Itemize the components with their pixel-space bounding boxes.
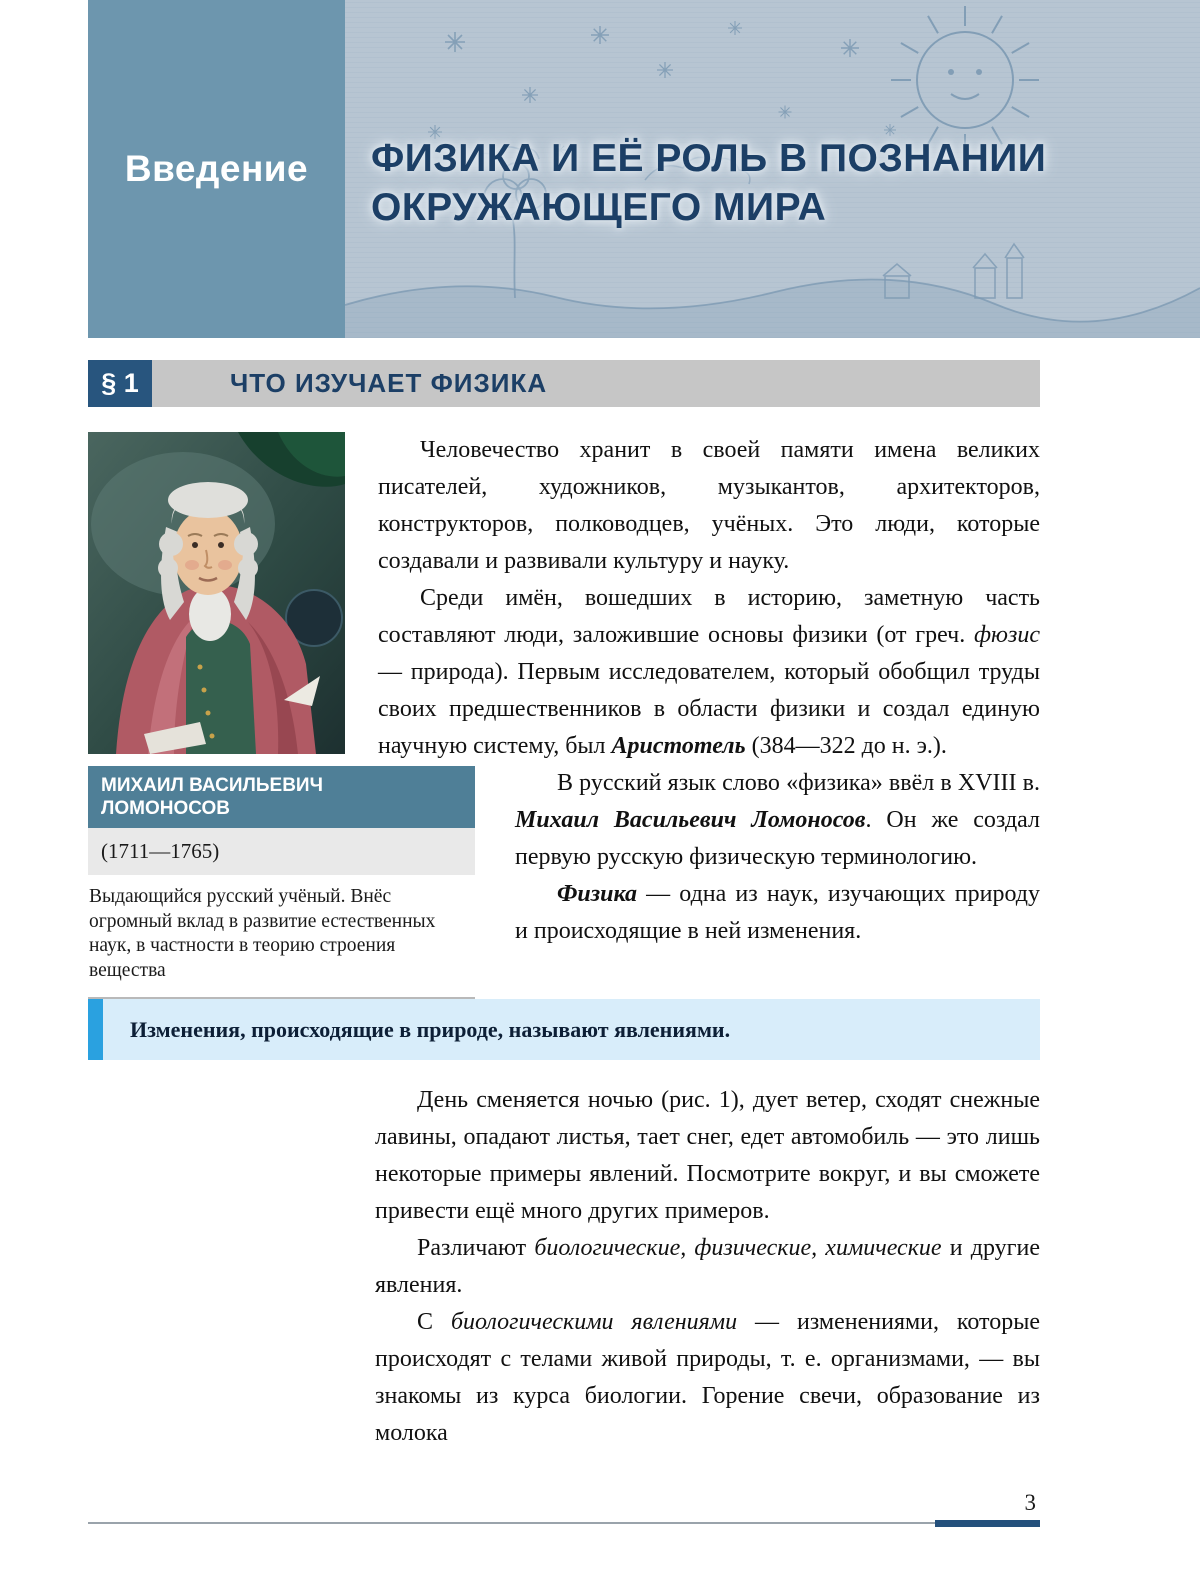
body-paragraph: С биологическими явлениями — изменениями, которые происходят с телами живой природы, т. е. организмами, — вы знакомы из курса биологии. Горение свечи, образование из молока <box>375 1309 1041 1446</box>
section-heading <box>88 360 1040 407</box>
section-title-bar <box>152 360 1040 407</box>
portrait-caption-years: (1711—1765) <box>88 828 475 875</box>
chapter-kicker <box>88 0 345 338</box>
chapter-title-line2: ОКРУЖАЮЩЕГО МИРА <box>371 186 827 229</box>
caption-name-line2: ЛОМОНОСОВ <box>101 798 230 819</box>
lower-text-block <box>375 1082 1040 1452</box>
chapter-title <box>371 134 1046 232</box>
definition-text: Изменения, происходящие в природе, называют явлениями. <box>130 1017 731 1042</box>
section-number-badge: § 1 <box>88 360 152 407</box>
chapter-kicker-label: Введение <box>124 148 309 189</box>
header-engraving <box>345 0 1200 338</box>
main-content <box>88 432 1040 1452</box>
body-paragraph: Среди имён, вошедших в историю, заметную часть составляют люди, заложившие основы физики (от греч. фюзис — природа). Первым исследователем, который обобщил труды своих предшественников в области физики и создал единую научную систему, был Аристотель (384—322 до н. э.). <box>378 585 1040 759</box>
body-paragraph: Физика — одна из наук, изучающих природу и происходящие в ней изменения. <box>515 881 1040 944</box>
portrait-caption-name <box>88 766 475 828</box>
lomonosov-portrait <box>88 432 345 754</box>
definition-callout <box>88 999 1040 1060</box>
main-text-flow <box>88 432 1040 1060</box>
portrait-image <box>88 432 345 754</box>
section-title: ЧТО ИЗУЧАЕТ ФИЗИКА <box>230 368 548 398</box>
portrait-caption-description: Выдающийся русский учёный. Внёс огромный вклад в развитие естественных наук, в частности в теорию строения вещества <box>88 875 475 999</box>
chapter-title-line1: ФИЗИКА И ЕЁ РОЛЬ В ПОЗНАНИИ <box>371 137 1047 180</box>
footer-rule <box>88 1522 1040 1532</box>
footer-rule-accent <box>935 1520 1040 1527</box>
page-number: 3 <box>1024 1490 1036 1515</box>
landscape-icon <box>345 280 1200 339</box>
body-paragraph: Различают биологические, физические, химические и другие явления. <box>375 1235 1041 1298</box>
body-paragraph: День сменяется ночью (рис. 1), дует ветер, сходят снежные лавины, опадают листья, тает снег, едет автомобиль — это лишь некоторые примеры явлений. Посмотрите вокруг, и вы сможете привести ещё много других примеров. <box>375 1087 1040 1224</box>
chapter-header <box>88 0 1200 338</box>
definition-accent-bar <box>88 999 103 1060</box>
body-paragraph: Человечество хранит в своей памяти имена великих писателей, художников, музыкантов, архитекторов, конструкторов, полководцев, учёных. Это люди, которые создавали и развивали культуру и науку. <box>378 437 1040 574</box>
sun-icon <box>891 6 1039 154</box>
page-footer <box>88 1490 1040 1532</box>
body-paragraph: В русский язык слово «физика» ввёл в XVIII в. Михаил Васильевич Ломоносов. Он же создал первую русскую физическую терминологию. <box>515 770 1041 870</box>
caption-name-line1: МИХАИЛ ВАСИЛЬЕВИЧ <box>101 775 323 796</box>
portrait-caption <box>88 766 475 999</box>
